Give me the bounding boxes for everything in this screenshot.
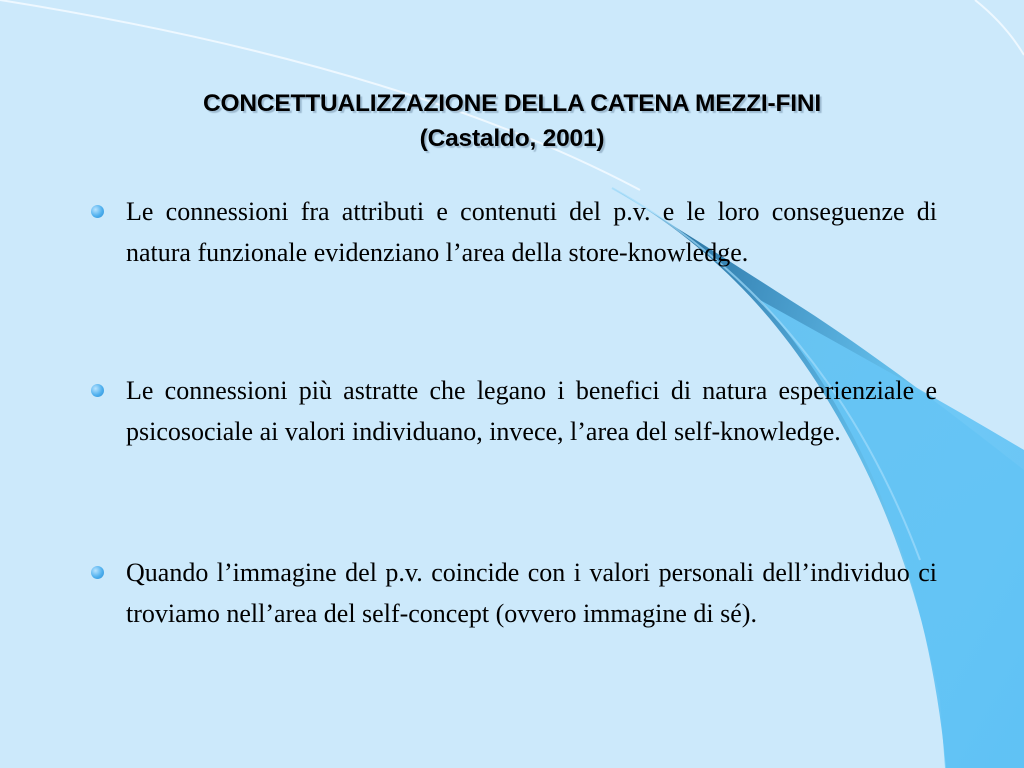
slide-title-line2: (Castaldo, 2001) (419, 125, 605, 152)
bullet-icon (91, 205, 104, 218)
slide-title-line1: CONCETTUALIZZAZIONE DELLA CATENA MEZZI-FINI (203, 90, 821, 117)
bullet-icon (91, 384, 104, 397)
bullet-icon (91, 566, 104, 579)
bullet-text-3: Quando l’immagine del p.v. coincide con i valori personali dell’individuo ci troviamo nell’area del self-concept (ovvero immagine di sé). (126, 558, 937, 628)
bullet-text-2: Le connessioni più astratte che legano i benefici di natura esperienziale e psicosociale ai valori individuano, invece, l’area del self-knowledge. (126, 376, 937, 446)
bullet-text-1: Le connessioni fra attributi e contenuti del p.v. e le loro conseguenze di natura funzionale evidenziano l’area della store-knowledge. (126, 197, 937, 267)
